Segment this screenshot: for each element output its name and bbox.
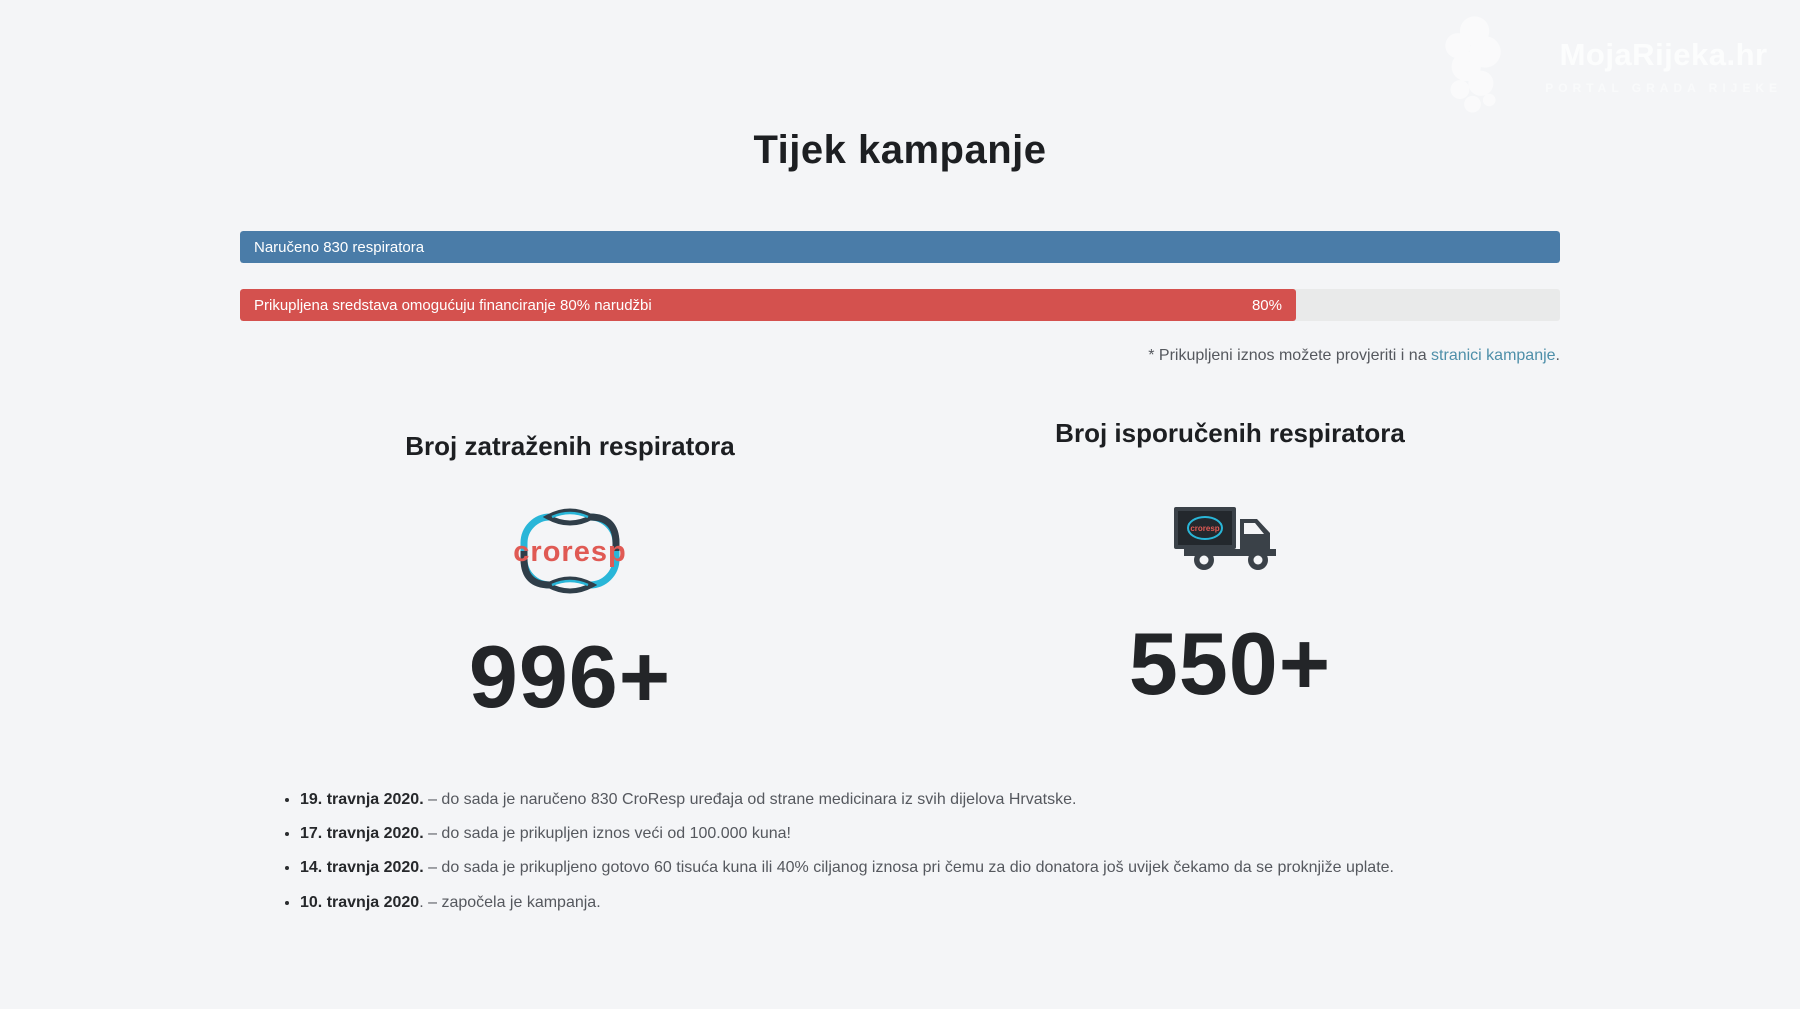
funding-progress-bar-fill [240,289,1296,321]
timeline-item [300,856,1560,879]
campaign-progress-section [240,0,1560,914]
funding-progress-bar-label: Prikupljena sredstava omogućuju financiranje 80% narudžbi [254,296,652,314]
timeline-item [300,891,1560,914]
croresp-logo [506,501,634,601]
requested-respirators-heading: Broj zatraženih respiratora [405,431,735,461]
page-title: Tijek kampanje [753,128,1047,172]
timeline-text: – do sada je prikupljen iznos veći od 100.000 kuna! [423,825,791,843]
timeline-item [300,822,1560,845]
delivered-respirators-counter [900,418,1560,715]
ordered-respirators-bar-label: Naručeno 830 respiratora [254,238,425,256]
delivery-truck-icon [1170,501,1290,576]
counters-row [240,418,1560,728]
campaign-timeline [240,788,1560,914]
timeline-date: 14. travnja 2020. [300,859,424,877]
watermark-subtitle: PORTAL GRADA RIJEKE [1545,80,1782,95]
timeline-item [300,788,1560,811]
timeline-text: – do sada je prikupljeno gotovo 60 tisuća kuna ili 40% ciljanog iznosa pri čemu za dio donatora još uvijek čekamo da se proknjiže uplate. [423,859,1394,877]
timeline-date: 17. travnja 2020. [300,825,424,843]
progress-bars [240,231,1560,321]
delivered-respirators-heading: Broj isporučenih respiratora [1055,418,1405,448]
croresp-logo-word: croresp [513,536,627,568]
timeline-date: 19. travnja 2020. [300,791,424,808]
timeline-date: 10. travnja 2020 [300,893,420,911]
note-suffix: . [1555,347,1560,364]
funding-progress-bar-value: 80% [1251,296,1282,314]
timeline-text: – do sada je naručeno 830 CroResp uređaja od strane medicinara iz svih dijelova Hrvatske. [423,791,1077,808]
requested-respirators-value: 996+ [468,627,672,726]
timeline-text: . – započela je kampanja. [419,893,601,911]
note-prefix: * Prikupljeni iznos možete provjeriti i na [1148,347,1432,364]
svg-text:croresp: croresp [1190,523,1220,533]
delivered-respirators-value: 550+ [1128,614,1332,713]
campaign-page-link[interactable]: stranici kampanje [1431,347,1556,364]
ordered-respirators-bar [240,231,1560,263]
collected-amount-note [240,347,1560,365]
watermark-title: MojaRijeka.hr [1559,36,1768,72]
requested-respirators-counter [240,431,900,728]
ordered-respirators-bar-fill [240,231,1560,263]
funding-progress-bar [240,289,1560,321]
